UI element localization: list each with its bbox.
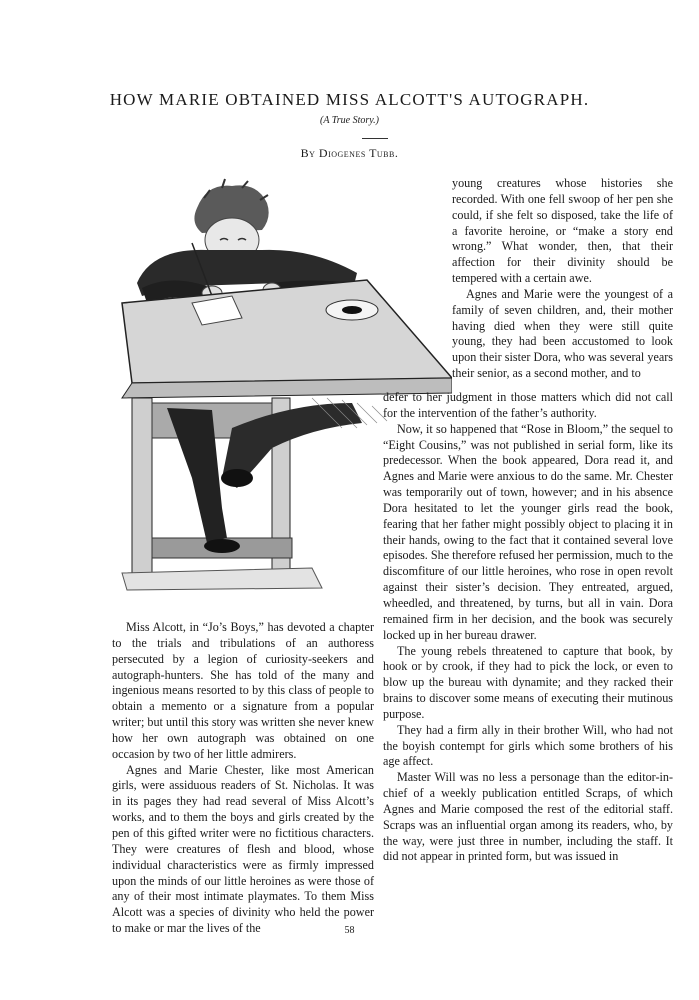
paragraph: Agnes and Marie Chester, like most American girls, were assiduous readers of St. Nicholas. It was in its pages they had read several of Miss Alcott’s works, and to them the boys and girls created by the pen of this gifted writer were no fictitious characters. They were creatures of flesh and blood, whose individual characteristics were as firmly impressed upon the minds of our little heroines as were those of any of their most intimate playmates. To them Miss Alcott was a species of divinity who held the power to make or mar the lives of the: [112, 762, 374, 936]
title-divider: [362, 138, 388, 139]
paragraph: The young rebels threatened to capture that book, by hook or by crook, if they had to pick the lock, or even to blow up the bureau with dynamite; and they racked their brains to discover some means of executing their mutinous purpose.: [383, 643, 673, 721]
paragraph: Miss Alcott, in “Jo’s Boys,” has devoted a chapter to the trials and tribulations of an authoress persecuted by a legion of curiosity-seekers and autograph-hunters. She has told of the many and ingenious means resorted to by this class of people to obtain a memento or a signature from a popular writer; but until this story was written she never knew how her own autograph was obtained on one occasion by two of her little admirers.: [112, 620, 374, 761]
left-column-text: [112, 620, 374, 937]
paragraph: Master Will was no less a personage than the editor-in-chief of a weekly publication entitled Scraps, of which Agnes and Marie composed the rest of the editorial staff. Scraps was an influential organ among its readers, who, by the way, were just three in number, including the staff. It did not appear in printed form, but was issued in: [383, 770, 673, 864]
right-column-lower-text: [383, 390, 673, 865]
right-column-upper-text: [452, 176, 673, 382]
byline: By Diogenes Tubb.: [300, 146, 399, 160]
article-title: HOW MARIE OBTAINED MISS ALCOTT'S AUTOGRAPH.: [109, 90, 590, 109]
paragraph: Now, it so happened that “Rose in Bloom,” the sequel to “Eight Cousins,” was not published in serial form, like its predecessor. When the book appeared, Dora read it, and Agnes and Marie were anxious to do the same. Mr. Chester was temporarily out of town, however; and in his absence Dora hesitated to let the younger girls read the book, fearing that her father might possibly object to placing it in their hands, owing to the fact that it contained several love episodes. She therefore refused her permission, much to the discomfiture of our little heroines, who rose in open revolt against their sister’s decision. They entreated, argued, wheedled, and threatened, by turns, but all in vain. Dora remained firm in her decision, and the book was securely locked up in her bureau drawer.: [383, 421, 673, 642]
paragraph: defer to her judgment in those matters which did not call for the intervention of the father’s authority.: [383, 390, 673, 420]
article-subtitle: (A True Story.): [320, 115, 379, 126]
paragraph: Agnes and Marie were the youngest of a family of seven children, and, their mother having died when they were still quite young, they had been accustomed to look upon their sister Dora, who was several years their senior, as a second mother, and to: [452, 286, 673, 381]
paragraph: They had a firm ally in their brother Will, who had not the boyish contempt for girls which some brothers of his age affect.: [383, 722, 673, 769]
paragraph: young creatures whose histories she recorded. With one fell swoop of her pen she could, if she felt so disposed, take the life of a favorite heroine, or “make a story end wrong.” What wonder, then, that their affection for their divinity should be tempered with a certain awe.: [452, 176, 673, 286]
page-number: 58: [344, 925, 355, 936]
